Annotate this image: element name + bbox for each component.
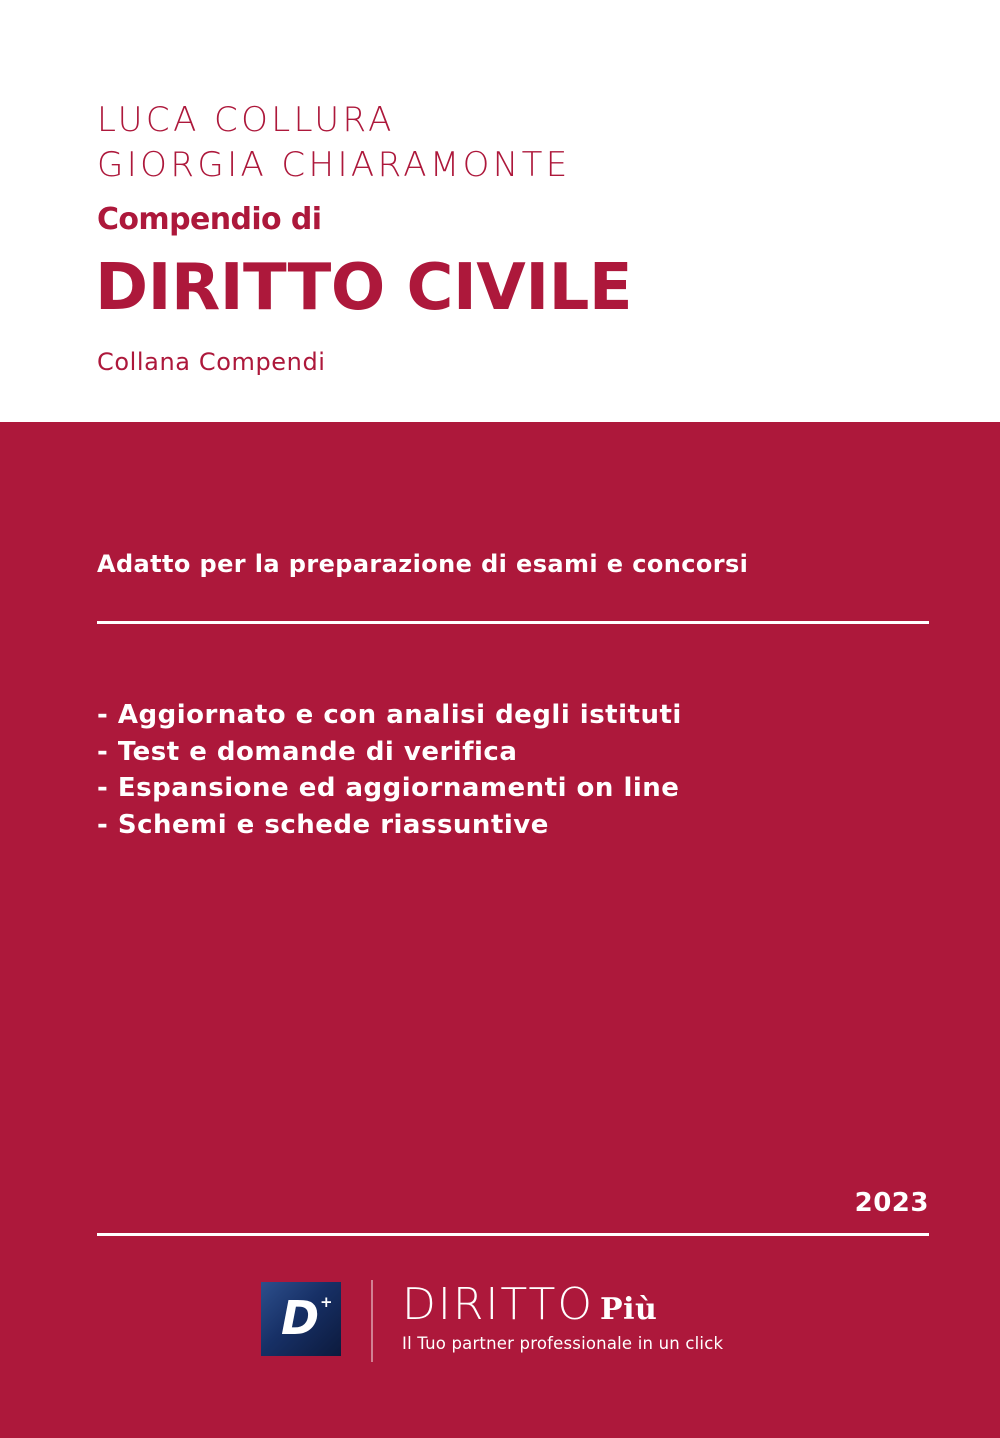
book-title: DIRITTO CIVILE	[95, 251, 633, 325]
author-name-1: LUCA COLLURA	[97, 100, 395, 140]
publisher-logo-icon	[261, 1282, 341, 1356]
logo-letter: D	[281, 1291, 320, 1345]
feature-item: - Schemi e schede riassuntive	[97, 809, 549, 840]
divider-top	[97, 621, 929, 624]
logo-plus: +	[320, 1293, 333, 1311]
author-name-2: GIORGIA CHIARAMONTE	[97, 145, 571, 185]
publisher-name-main: DIRITTO	[402, 1279, 595, 1330]
publisher-tagline: Il Tuo partner professionale in un click	[402, 1334, 724, 1353]
divider-bottom	[97, 1233, 929, 1236]
feature-list	[97, 697, 682, 843]
publisher-name-suffix: Più	[600, 1292, 658, 1327]
feature-item: - Test e domande di verifica	[97, 736, 518, 767]
series-name: Collana Compendi	[97, 348, 326, 376]
publication-year: 2023	[854, 1188, 929, 1218]
cover-header	[0, 0, 1000, 422]
feature-item: - Aggiornato e con analisi degli istituti	[97, 700, 682, 730]
cover-body	[0, 422, 1000, 1438]
feature-item: - Espansione ed aggiornamenti on line	[97, 773, 680, 803]
publisher-name	[402, 1279, 657, 1330]
book-subtitle: Compendio di	[97, 202, 322, 237]
cover-tagline: Adatto per la preparazione di esami e concorsi	[97, 550, 749, 578]
logo-divider	[371, 1280, 373, 1362]
